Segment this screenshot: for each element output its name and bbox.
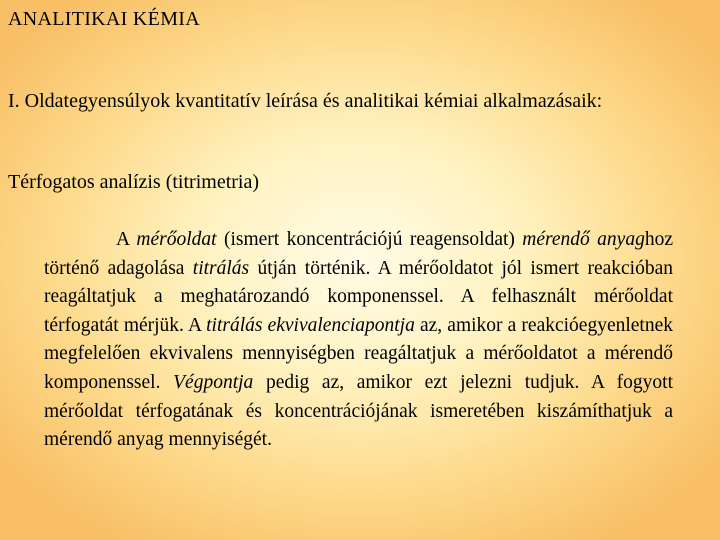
- paragraph-text: (ismert koncentrációjú reagensoldat): [216, 229, 523, 250]
- slide-subtitle: I. Oldategyensúlyok kvantitatív leírása és analitikai kémiai alkalmazásaik:: [8, 90, 603, 112]
- section-heading: Térfogatos analízis (titrimetria): [8, 171, 260, 193]
- paragraph-text: A: [116, 229, 137, 250]
- body-paragraph: [44, 226, 673, 455]
- paragraph-text: útján történik. A mérőoldatot jól ismert reakcióban reagáltatjuk a meghatározandó komponenssel. A felhasznált mérőoldat térfogatát mérjük. A: [44, 257, 673, 336]
- paragraph-text: hoz történő adagolása: [44, 229, 673, 279]
- paragraph-text: pedig az, amikor ezt jelezni tudjuk. A fogyott mérőoldat térfogatának és koncentrációjának ismeretében kiszámíthatjuk a mérendő anyag mennyiségét.: [44, 371, 673, 451]
- term-ekvivalenciapont: titrálás ekvivalenciapontja: [206, 314, 415, 336]
- slide-title: ANALITIKAI KÉMIA: [8, 8, 200, 30]
- term-titralas: titrálás: [192, 257, 250, 279]
- paragraph-text: az, amikor a reakcióegyenletnek megfelelően ekvivalens mennyiségben reagáltatjuk a mérőoldatot a mérendő komponenssel.: [44, 314, 673, 393]
- term-merendo-anyag: mérendő anyag: [522, 229, 645, 250]
- term-meroldat: mérőoldat: [136, 229, 217, 250]
- term-vegpont: Végpontja: [173, 371, 254, 393]
